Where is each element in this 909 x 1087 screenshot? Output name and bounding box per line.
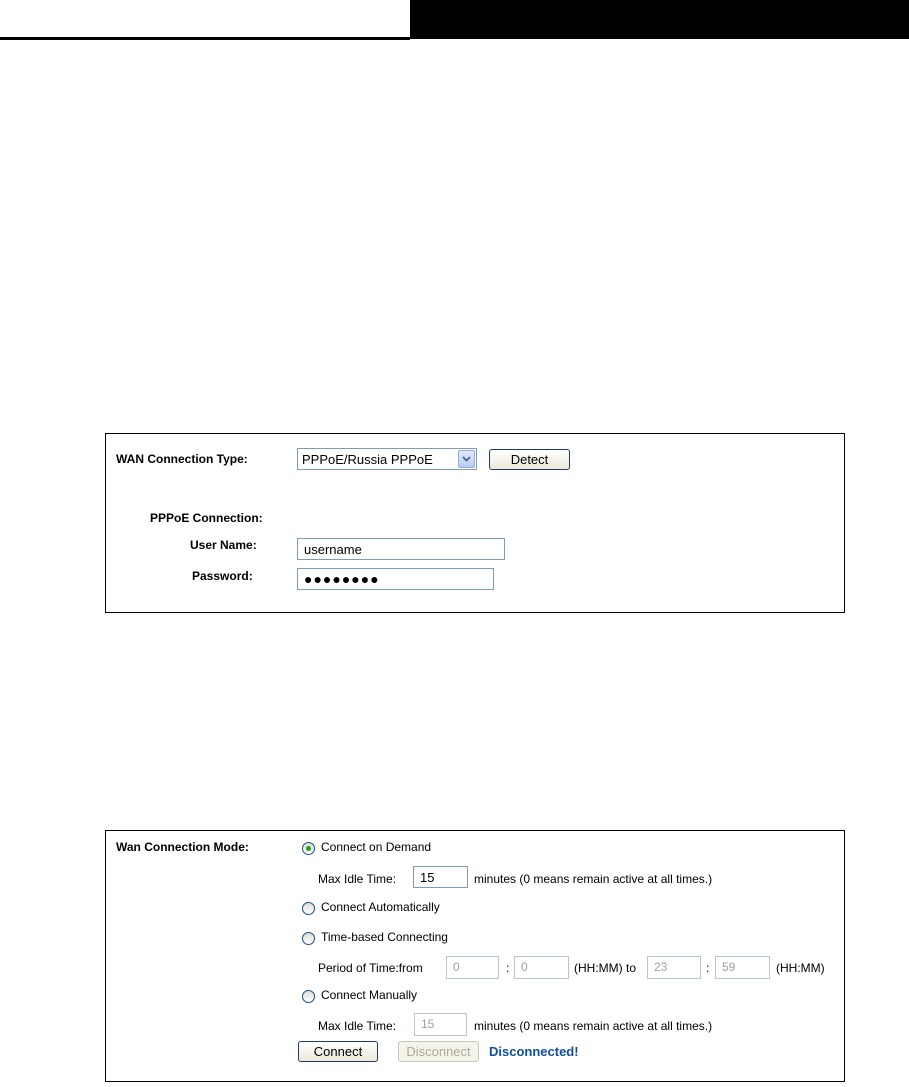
connect-on-demand-label: Connect on Demand (321, 840, 432, 854)
period-label: Period of Time:from (318, 961, 423, 975)
period-separator-1: : (506, 961, 510, 975)
username-label: User Name: (190, 538, 257, 552)
time-based-connecting-radio[interactable] (302, 932, 315, 945)
period-from-hh-input[interactable]: 0 (446, 956, 499, 979)
wan-connection-type-select[interactable] (297, 448, 477, 470)
chevron-down-icon[interactable] (458, 450, 475, 468)
username-input[interactable]: username (297, 538, 505, 560)
period-suffix: (HH:MM) (776, 961, 825, 975)
wan-type-panel (105, 433, 845, 613)
wan-mode-panel (105, 830, 845, 1082)
connection-status: Disconnected! (489, 1044, 579, 1059)
connect-automatically-label: Connect Automatically (321, 900, 440, 914)
header-rule (0, 37, 410, 40)
header-bar (410, 0, 909, 39)
connect-on-demand-radio[interactable] (302, 842, 315, 855)
manual-idle-label: Max Idle Time: (318, 1019, 397, 1033)
connect-automatically-radio[interactable] (302, 902, 315, 915)
pppoe-connection-label: PPPoE Connection: (150, 511, 263, 525)
connect-manually-radio[interactable] (302, 990, 315, 1003)
demand-idle-label: Max Idle Time: (318, 872, 397, 886)
period-from-mm-input[interactable]: 0 (514, 956, 569, 979)
connect-button[interactable]: Connect (298, 1041, 378, 1062)
manual-idle-suffix: minutes (0 means remain active at all times.) (474, 1019, 713, 1033)
password-input[interactable]: ●●●●●●●● (297, 568, 494, 590)
disconnect-button[interactable]: Disconnect (398, 1041, 479, 1062)
period-to-mm-input[interactable]: 59 (715, 956, 770, 979)
wan-connection-type-label: WAN Connection Type: (116, 452, 248, 466)
wan-connection-type-value: PPPoE/Russia PPPoE (302, 452, 433, 467)
connect-manually-label: Connect Manually (321, 988, 418, 1002)
detect-button[interactable]: Detect (489, 449, 570, 470)
period-to-label: (HH:MM) to (574, 961, 636, 975)
time-based-connecting-label: Time-based Connecting (321, 930, 448, 944)
period-separator-2: : (706, 961, 710, 975)
demand-idle-suffix: minutes (0 means remain active at all times.) (474, 872, 713, 886)
period-to-hh-input[interactable]: 23 (647, 956, 701, 979)
wan-connection-mode-label: Wan Connection Mode: (116, 840, 249, 854)
password-label: Password: (192, 569, 253, 583)
demand-idle-input[interactable]: 15 (413, 866, 468, 888)
manual-idle-input[interactable]: 15 (414, 1013, 467, 1036)
